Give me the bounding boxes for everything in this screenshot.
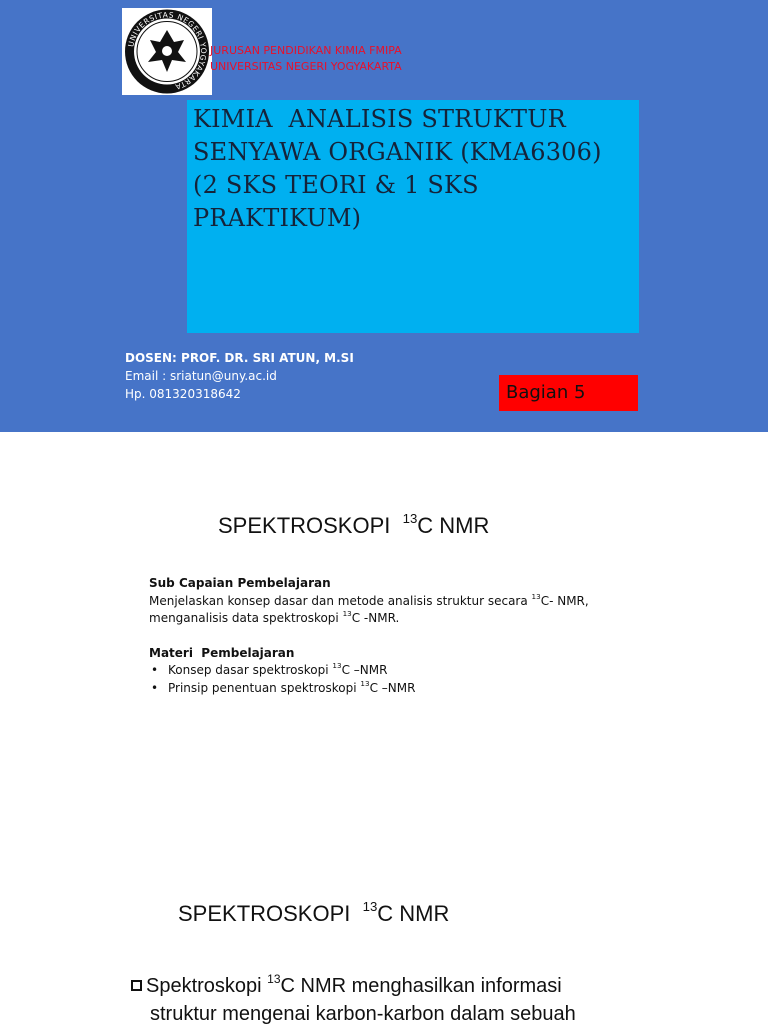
university-seal-icon — [122, 8, 212, 95]
course-title-line: SENYAWA ORGANIK (KMA6306) — [193, 138, 602, 166]
slide-heading: SPEKTROSKOPI $^{13}$C NMR — [218, 511, 490, 538]
university-logo — [122, 8, 212, 95]
lecturer-name: DOSEN: PROF. DR. SRI ATUN, M.SI — [125, 351, 354, 365]
lecturer-info — [125, 349, 354, 403]
sub-cpmk-text: Menjelaskan konsep dasar dan metode analisis struktur secara $^{13}$C- NMR, — [149, 591, 589, 608]
department-line: JURUSAN PENDIDIKAN KIMIA FMIPA — [210, 44, 402, 57]
lecturer-email: Email : sriatun@uny.ac.id — [125, 369, 277, 383]
slide-heading: SPEKTROSKOPI $^{13}$C NMR — [178, 899, 450, 926]
course-title — [193, 103, 633, 235]
department-text — [210, 43, 402, 75]
section-badge: Bagian 5 — [499, 375, 638, 411]
list-item: • Prinsip penentuan spektroskopi $^{13}$C –NMR — [149, 680, 619, 698]
lecturer-phone: Hp. 081320318642 — [125, 387, 241, 401]
university-line: UNIVERSITAS NEGERI YOGYAKARTA — [210, 60, 402, 73]
title-slide — [0, 0, 768, 432]
course-title-line: (2 SKS TEORI & 1 SKS — [193, 171, 479, 199]
materi-list — [149, 662, 619, 697]
sub-cpmk-text-2: menganalisis data spektroskopi $^{13}$C -NMR. — [149, 609, 400, 625]
objectives-slide — [0, 432, 768, 864]
materi-label: Materi Pembelajaran — [149, 645, 295, 660]
course-title-box — [187, 100, 639, 333]
bullet-item: Spektroskopi $^{13}$C NMR menghasilkan informasi struktur mengenai karbon-karbon dalam sebuah — [131, 972, 651, 1028]
sub-cpmk-label: Sub Capaian Pembelajaran — [149, 576, 331, 590]
svg-text:UNIVERSITAS NEGERI YOGYAKARTA: UNIVERSITAS NEGERI YOGYAKARTA — [126, 10, 209, 92]
checkbox-bullet-icon — [131, 980, 142, 991]
course-title-line: KIMIA ANALISIS STRUKTUR — [193, 105, 566, 133]
list-item: • Konsep dasar spektroskopi $^{13}$C –NMR — [149, 662, 619, 680]
content-slide — [0, 864, 768, 1024]
course-title-line: PRAKTIKUM) — [193, 204, 362, 232]
bullet-continuation: struktur mengenai karbon-karbon dalam sebuah — [150, 1003, 576, 1025]
learning-objectives — [149, 575, 619, 697]
